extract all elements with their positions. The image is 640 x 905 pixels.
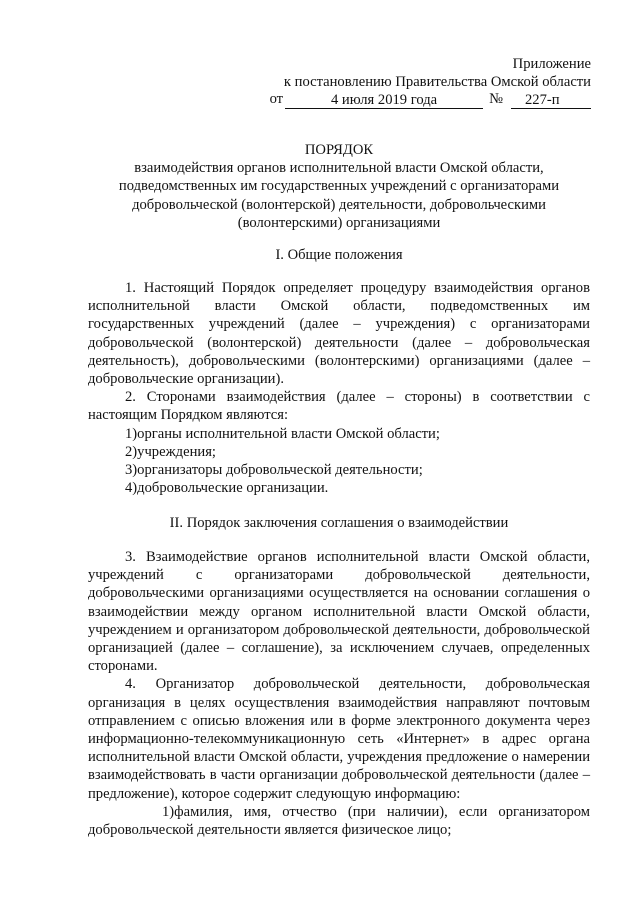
title-line: подведомственных им государственных учреждений с организаторами [118,178,560,195]
appendix-header [251,56,591,109]
list-item-number: 3) [125,462,138,479]
appendix-label: Приложение [512,56,591,72]
list-item-text: учреждения; [137,443,216,460]
section-heading-2: II. Порядок заключения соглашения о взаимодействии [169,515,509,531]
section-heading-1: I. Общие положения [275,247,403,263]
date-number-row [251,91,591,109]
title-line: взаимодействия органов исполнительной власти Омской области, [134,160,544,177]
list-item [88,479,590,497]
title-main: ПОРЯДОК [304,142,374,158]
resolution-date: 4 июля 2019 года [285,92,483,109]
list-item-number: 1) [162,803,175,820]
paragraph-1: 1. Настоящий Порядок определяет процедуру взаимодействия органов исполнительной власти Омской области, подведомственных им государственных учреждений (далее – учреждения) с организаторами добровольческой (волонтерской) деятельности (далее – добровольческая деятельность), добровольческими (волонтерскими) организациями (далее – добровольческие организации). [88,280,590,388]
list-item-number: 1) [125,425,138,442]
list-item-text: органы исполнительной власти Омской области; [137,425,440,442]
from-label: от [269,91,284,107]
list-item [88,443,590,461]
list-item-text: организаторы добровольческой деятельности; [137,462,423,479]
section-2-body [88,548,590,839]
list-item-text: добровольческие организации. [137,480,329,497]
list-item [88,803,590,839]
paragraph-4: 4. Организатор добровольческой деятельности, добровольческая организация в целях осуществления взаимодействия направляют почтовым отправлением с описью вложения или в форме электронного документа через информационно-телекоммуникационную сеть «Интернет» в адрес органа исполнительной власти Омской области, учреждения предложение о намерении взаимодействовать в части организации добровольческой деятельности (далее – предложение), которое содержит следующую информацию: [88,676,590,802]
list-item-number: 4) [125,480,138,497]
paragraph-3: 3. Взаимодействие органов исполнительной власти Омской области, учреждений с организаторами добровольческой деятельности, добровольческими организациями осуществляется на основании соглашения о взаимодействии между органом исполнительной власти Омской области, учреждением и организатором добровольческой деятельности, добровольческой организацией (далее – соглашение), за исключением случаев, определенных сторонами. [88,549,590,675]
title-line: (волонтерскими) организациями [237,214,441,231]
resolution-number: 227-п [511,92,591,109]
section-1-body [88,279,590,497]
paragraph-2: 2. Сторонами взаимодействия (далее – стороны) в соответствии с настоящим Порядком являются: [88,389,590,424]
list-item-number: 2) [125,443,138,460]
list-item-text: фамилия, имя, отчество (при наличии), если организатором добровольческой деятельности является физическое лицо; [88,803,590,839]
title-line: добровольческой (волонтерской) деятельности, добровольческими [132,196,546,213]
document-title [88,141,590,232]
number-sign: № [489,91,503,107]
list-item [88,425,590,443]
resolution-reference: к постановлению Правительства Омской области [283,73,591,90]
list-item [88,461,590,479]
